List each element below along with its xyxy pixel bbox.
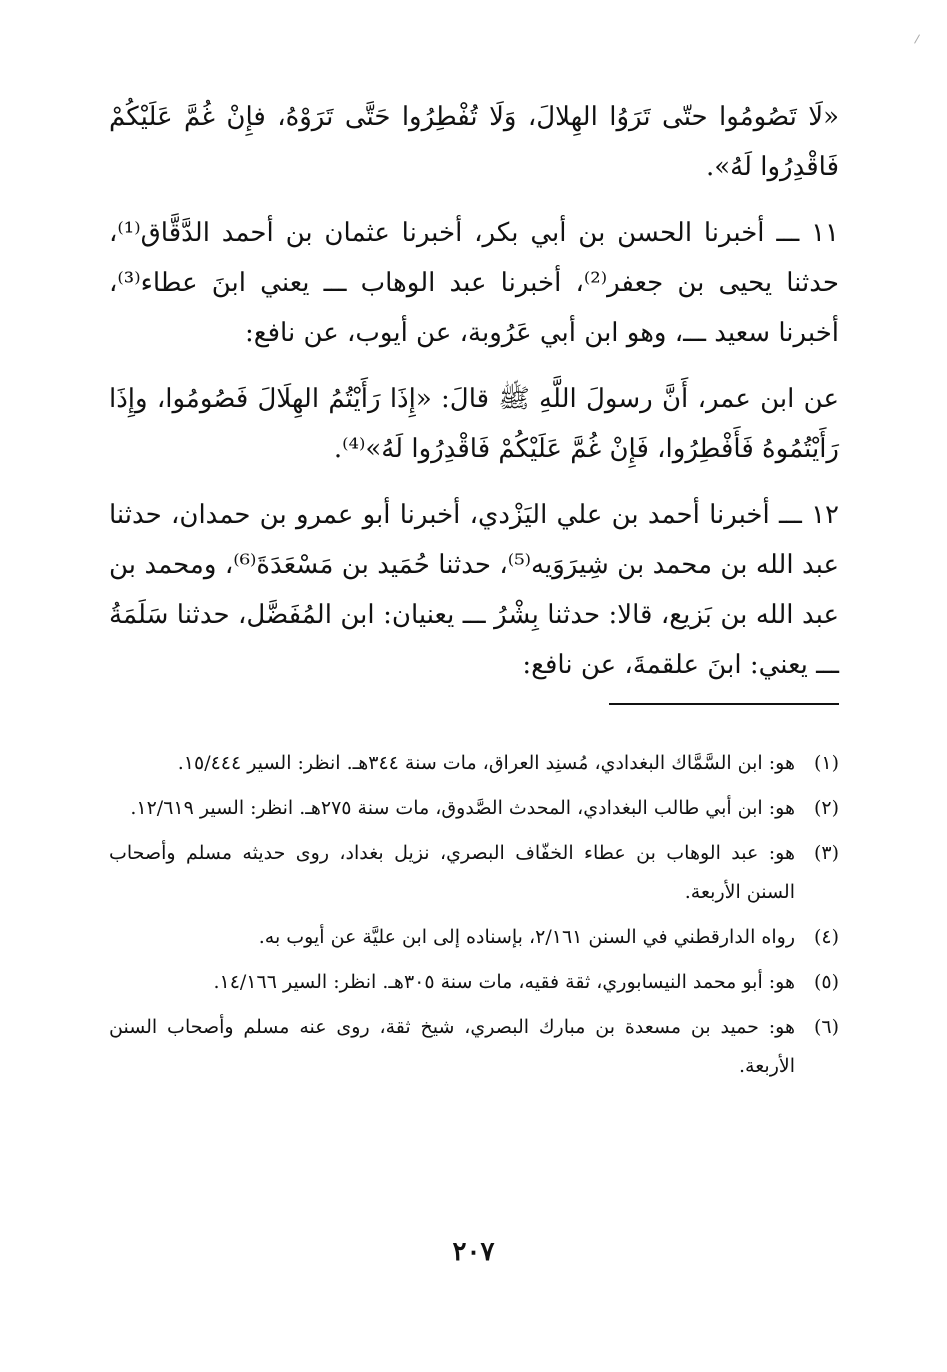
footnote-number: (٦) — [813, 1016, 839, 1038]
footnote — [109, 918, 839, 957]
footnote-text: رواه الدارقطني في السنن ٢/١٦١، بإسناده إلى ابن عليَّة عن أيوب به. — [258, 926, 795, 948]
footnote-text: هو: عبد الوهاب بن عطاء الخفّاف البصري، نزيل بغداد، روى حديثه مسلم وأصحاب السنن الأربعة. — [109, 842, 795, 903]
footnote-number: (٤) — [813, 926, 839, 948]
page-number: ٢٠٧ — [452, 1237, 495, 1267]
paragraph-isnad-12: ١٢ ـــ أخبرنا أحمد بن علي اليَزْدي، أخبرنا أبو عمرو بن حمدان، حدثنا عبد الله بن محمد بن شِيرَوَيه⁽⁵⁾، حدثنا حُمَيد بن مَسْعَدَةَ⁽⁶⁾، ومحمد بن عبد الله بن بَزيع، قالا: حدثنا بِشْرُ ـــ يعنيان: ابن المُفَضَّل، حدثنا سَلَمَةُ ـــ يعني: ابنَ علقمةَ، عن نافع: — [109, 500, 840, 680]
footnotes — [109, 744, 839, 1092]
paragraph-isnad-11: ١١ ـــ أخبرنا الحسن بن أبي بكر، أخبرنا عثمان بن أحمد الدَّقَّاق⁽¹⁾، حدثنا يحيى بن جعفر⁽²⁾، أخبرنا عبد الوهاب ـــ يعني ابنَ عطاء⁽³⁾، أخبرنا سعيد ـــ، وهو ابن أبي عَرُوبة، عن أيوب، عن نافع: — [109, 218, 839, 348]
footnote-text: هو: ابن أبي طالب البغدادي، المحدث الصَّدوق، مات سنة ٢٧٥هـ. انظر: السير ١٢/٦١٩. — [130, 797, 795, 819]
footnote-number: (٥) — [813, 971, 839, 993]
footnote-number: (٢) — [813, 797, 839, 819]
footnote-number: (٣) — [813, 842, 839, 864]
footnote-separator — [609, 703, 839, 705]
footnote — [109, 834, 839, 912]
footnote-number: (١) — [813, 752, 839, 774]
footnote-text: هو: أبو محمد النيسابوري، ثقة فقيه، مات سنة ٣٠٥هـ. انظر: السير ١٤/١٦٦. — [213, 971, 795, 993]
main-text — [109, 92, 839, 706]
footnote-text: هو: ابن السَّمَّاك البغدادي، مُسنِد العراق، مات سنة ٣٤٤هـ. انظر: السير ١٥/٤٤٤. — [177, 752, 795, 774]
scan-mark — [914, 34, 927, 47]
footnote — [109, 963, 839, 1002]
paragraph-hadith-end: «لَا تَصُومُوا حتّى تَرَوُا الهِلالَ، وَلَا تُفْطِرُوا حَتَّى تَرَوْهُ، فإِنْ غُمَّ عَلَيْكُمْ فَاقْدِرُوا لَهُ». — [109, 102, 839, 182]
footnote — [109, 789, 839, 828]
footnote — [109, 1008, 839, 1086]
paragraph-matn-11: عن ابن عمر، أَنَّ رسولَ اللَّهِ ﷺ قالَ: «إِذَا رَأَيْتُمُ الهِلَالَ فَصُومُوا، وإِذَا رَأَيْتُمُوهُ فَأَفْطِرُوا، فَإِنْ غُمَّ عَلَيْكُمْ فَاقْدِرُوا لَهُ»⁽⁴⁾. — [109, 384, 839, 464]
footnote — [109, 744, 839, 783]
footnote-text: هو: حميد بن مسعدة بن مبارك البصري، شيخ ثقة، روى عنه مسلم وأصحاب السنن الأربعة. — [109, 1016, 795, 1077]
